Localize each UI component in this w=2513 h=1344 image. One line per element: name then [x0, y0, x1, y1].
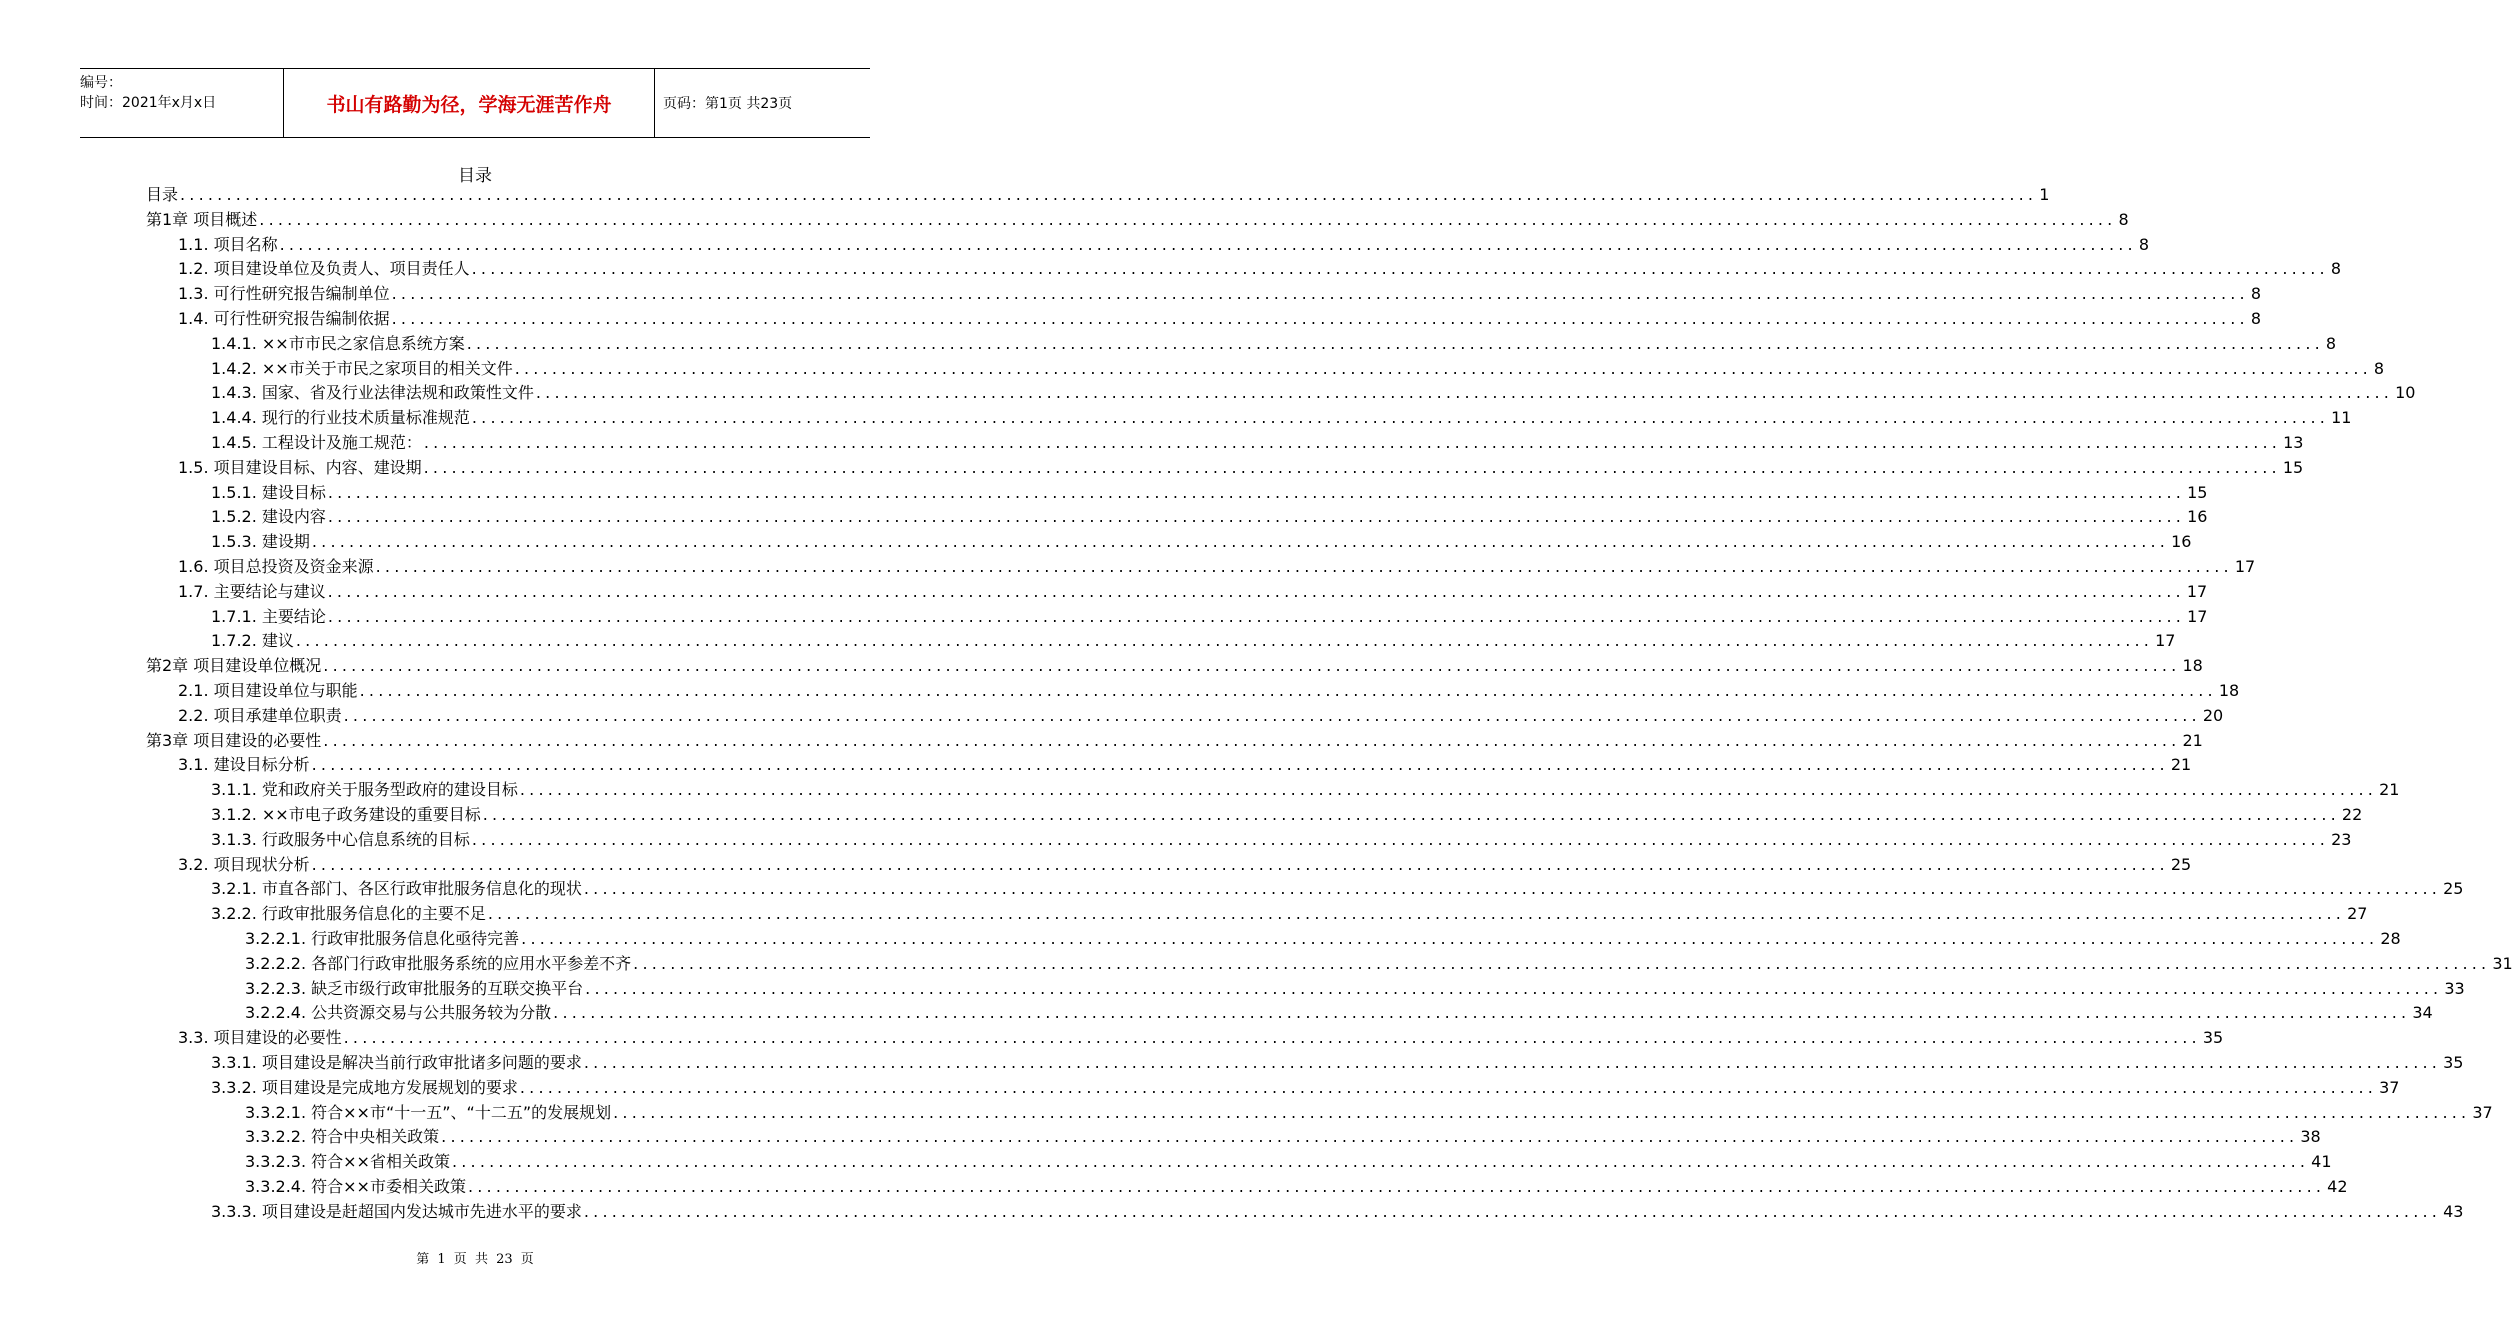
toc-dot-leader: ........................................................................................................................................................................................................ — [553, 1003, 2411, 1023]
toc-entry-page: 8 — [2138, 234, 2149, 254]
toc-entry[interactable] — [0, 1175, 2348, 1200]
toc-entry-label: 3.1. 建设目标分析 — [178, 755, 310, 775]
toc-entry[interactable] — [0, 1026, 2224, 1051]
toc-entry[interactable] — [0, 753, 2192, 778]
toc-entry-page: 8 — [2330, 259, 2341, 279]
page-footer — [0, 1248, 950, 1267]
footer-word: 页 — [453, 1252, 467, 1267]
toc-entry[interactable] — [0, 208, 2129, 233]
toc-entry-label: 2.1. 项目建设单位与职能 — [178, 681, 358, 700]
toc-entry-page: 37 — [2472, 1102, 2493, 1122]
toc-entry[interactable] — [0, 679, 2240, 704]
toc-entry[interactable] — [0, 456, 2304, 481]
toc-entry[interactable] — [0, 828, 2352, 853]
toc-entry-page: 1 — [2039, 185, 2050, 204]
toc-entry-page: 18 — [2218, 681, 2240, 700]
toc-entry-page: 25 — [2443, 879, 2464, 899]
toc-entry-label: 1.5. 项目建设目标、内容、建设期 — [178, 457, 422, 477]
toc-entry[interactable] — [0, 877, 2464, 902]
toc-entry-page: 15 — [2282, 457, 2304, 477]
toc-entry-label: 1.2. 项目建设单位及负责人、项目责任人 — [178, 259, 470, 279]
toc-entry-page: 16 — [2171, 532, 2192, 552]
toc-entry-page: 31 — [2492, 953, 2513, 973]
toc-dot-leader: ........................................................................................................................................................................................................ — [311, 755, 2169, 775]
toc-entry[interactable] — [0, 1051, 2464, 1076]
toc-entry-page: 15 — [2187, 482, 2208, 502]
toc-dot-leader: ........................................................................................................................................................................................................ — [327, 507, 2186, 527]
toc-entry[interactable] — [0, 778, 2400, 803]
toc-dot-leader: ........................................................................................................................................................................................................ — [375, 557, 2233, 576]
toc-entry[interactable] — [0, 481, 2208, 506]
toc-entry-page: 42 — [2327, 1177, 2348, 1196]
toc-dot-leader: ........................................................................................................................................................................................................ — [180, 185, 2038, 204]
toc-entry-page: 13 — [2283, 433, 2304, 452]
toc-dot-leader: ........................................................................................................................................................................................................ — [423, 457, 2281, 477]
toc-entry-label: 1.6. 项目总投资及资金来源 — [178, 557, 374, 576]
toc-dot-leader: ........................................................................................................................................................................................................ — [295, 631, 2154, 651]
toc-entry-label: 1.3. 可行性研究报告编制单位 — [178, 284, 390, 304]
toc-dot-leader: ........................................................................................................................................................................................................ — [521, 929, 2379, 948]
toc-entry-label: 3.3.2.4. 符合××市委相关政策 — [245, 1177, 466, 1196]
toc-entry-label: 3.1.3. 行政服务中心信息系统的目标 — [211, 829, 470, 849]
toc-entry-label: 3.2.2.2. 各部门行政审批服务系统的应用水平参差不齐 — [245, 953, 632, 973]
toc-entry[interactable] — [0, 183, 2050, 208]
toc-entry-page: 17 — [2186, 581, 2208, 601]
toc-entry-label: 1.5.2. 建设内容 — [211, 507, 326, 527]
toc-entry[interactable] — [0, 605, 2208, 630]
toc-entry[interactable] — [0, 803, 2363, 828]
toc-dot-leader: ........................................................................................................................................................................................................ — [451, 1152, 2310, 1172]
toc-dot-leader: ........................................................................................................................................................................................................ — [633, 953, 2491, 973]
toc-entry-page: 35 — [2443, 1053, 2464, 1072]
toc-entry-label: 3.2.2.4. 公共资源交易与公共服务较为分散 — [245, 1003, 552, 1023]
toc-entry-label: 3.3. 项目建设的必要性 — [178, 1028, 342, 1048]
toc-dot-leader: ........................................................................................................................................................................................................ — [613, 1102, 2471, 1122]
toc-entry[interactable] — [0, 902, 2368, 927]
toc-entry-page: 28 — [2380, 929, 2401, 948]
toc-entry[interactable] — [0, 1076, 2400, 1101]
footer-total-pages: 23 — [496, 1252, 513, 1267]
toc-dot-leader: ........................................................................................................................................................................................................ — [323, 656, 2181, 676]
toc-dot-leader: ........................................................................................................................................................................................................ — [471, 829, 2330, 849]
toc-entry-page: 33 — [2444, 978, 2465, 998]
toc-entry-page: 8 — [2250, 309, 2261, 328]
toc-entry-label: 1.7.2. 建议 — [211, 631, 294, 651]
toc-title: 目录 — [458, 166, 492, 186]
toc-entry[interactable] — [0, 431, 2304, 456]
toc-entry-page: 17 — [2234, 557, 2256, 576]
toc-dot-leader: ........................................................................................................................................................................................................ — [535, 383, 2394, 403]
toc-entry-label: 1.4.5. 工程设计及施工规范： — [211, 433, 422, 452]
toc-entry-page: 35 — [2202, 1028, 2224, 1048]
toc-entry[interactable] — [0, 977, 2465, 1002]
toc-entry[interactable] — [0, 406, 2352, 431]
toc-dot-leader: ........................................................................................................................................................................................................ — [467, 1177, 2326, 1196]
document-number-label: 编号： — [80, 75, 122, 91]
toc-entry-page: 18 — [2182, 656, 2203, 676]
toc-entry[interactable] — [0, 555, 2256, 580]
toc-dot-leader: ........................................................................................................................................................................................................ — [583, 1201, 2442, 1221]
toc-entry-page: 27 — [2347, 904, 2368, 924]
toc-entry-label: 第1章 项目概述 — [146, 209, 258, 229]
footer-word: 共 — [474, 1252, 488, 1267]
toc-entry[interactable] — [0, 580, 2208, 605]
toc-entry-label: 3.3.2.2. 符合中央相关政策 — [245, 1127, 440, 1147]
toc-entry[interactable] — [0, 952, 2513, 977]
toc-entry-label: 3.2.2. 行政审批服务信息化的主要不足 — [211, 904, 486, 924]
toc-dot-leader: ........................................................................................................................................................................................................ — [471, 408, 2330, 428]
toc-entry[interactable] — [0, 654, 2203, 679]
toc-entry-page: 11 — [2331, 408, 2352, 428]
toc-entry-page: 16 — [2187, 507, 2208, 527]
toc-entry-page: 8 — [2373, 358, 2385, 378]
toc-dot-leader: ........................................................................................................................................................................................................ — [391, 284, 2249, 304]
toc-dot-leader: ........................................................................................................................................................................................................ — [311, 854, 2169, 874]
toc-entry-page: 22 — [2341, 805, 2363, 824]
toc-entry-label: 3.2.1. 市直各部门、各区行政审批服务信息化的现状 — [211, 879, 582, 899]
toc-entry[interactable] — [0, 332, 2337, 357]
toc-entry-label: 3.2. 项目现状分析 — [178, 854, 310, 874]
toc-dot-leader: ........................................................................................................................................................................................................ — [327, 581, 2185, 601]
toc-dot-leader: ........................................................................................................................................................................................................ — [583, 1053, 2442, 1072]
toc-entry-page: 8 — [2250, 284, 2261, 304]
toc-entry-page: 34 — [2412, 1003, 2433, 1023]
toc-entry-page: 23 — [2331, 829, 2352, 849]
toc-dot-leader: ........................................................................................................................................................................................................ — [466, 333, 2324, 353]
toc-entry-label: 1.4.4. 现行的行业技术质量标准规范 — [211, 408, 470, 428]
toc-dot-leader: ........................................................................................................................................................................................................ — [482, 805, 2340, 824]
toc-entry-label: 第3章 项目建设的必要性 — [146, 730, 322, 750]
footer-word: 页 — [520, 1252, 534, 1267]
toc-entry[interactable] — [0, 1001, 2433, 1026]
toc-dot-leader: ........................................................................................................................................................................................................ — [519, 1077, 2378, 1097]
toc-entry-page: 25 — [2170, 854, 2192, 874]
toc-entry[interactable] — [0, 381, 2416, 406]
toc-entry-label: 1.4. 可行性研究报告编制依据 — [178, 309, 390, 328]
toc-dot-leader: ........................................................................................................................................................................................................ — [514, 358, 2372, 378]
toc-entry[interactable] — [0, 853, 2192, 878]
page-header — [80, 68, 870, 138]
toc-entry-label: 1.1. 项目名称 — [178, 234, 278, 254]
toc-entry-page: 8 — [2118, 209, 2129, 229]
toc-entry-label: 1.7. 主要结论与建议 — [178, 581, 326, 601]
toc-entry-page: 37 — [2379, 1077, 2400, 1097]
toc-entry-label: 3.3.1. 项目建设是解决当前行政审批诸多问题的要求 — [211, 1053, 582, 1072]
toc-entry-label: 1.5.1. 建设目标 — [211, 482, 326, 502]
toc-entry-page: 17 — [2187, 606, 2208, 626]
toc-entry-page: 21 — [2182, 730, 2203, 750]
toc-entry[interactable] — [0, 629, 2176, 654]
toc-entry-page: 10 — [2395, 383, 2416, 403]
toc-entry-page: 38 — [2300, 1127, 2321, 1147]
toc-entry[interactable] — [0, 729, 2203, 754]
toc-dot-leader: ........................................................................................................................................................................................................ — [259, 209, 2117, 229]
toc-dot-leader: ........................................................................................................................................................................................................ — [423, 433, 2282, 452]
toc-entry-label: 3.3.2. 项目建设是完成地方发展规划的要求 — [211, 1077, 518, 1097]
toc-entry-label: 第2章 项目建设单位概况 — [146, 656, 322, 676]
footer-word: 第 — [416, 1252, 430, 1267]
toc-entry-label: 目录 — [146, 185, 179, 204]
toc-entry[interactable] — [0, 1200, 2464, 1225]
toc-dot-leader: ........................................................................................................................................................................................................ — [343, 1028, 2201, 1048]
toc-dot-leader: ........................................................................................................................................................................................................ — [279, 234, 2137, 254]
toc-entry[interactable] — [0, 1101, 2493, 1126]
toc-entry-label: 1.7.1. 主要结论 — [211, 606, 326, 626]
toc-entry-label: 3.1.2. ××市电子政务建设的重要目标 — [211, 805, 481, 824]
toc-dot-leader: ........................................................................................................................................................................................................ — [519, 780, 2378, 800]
toc-entry-page: 8 — [2325, 333, 2337, 353]
toc-entry-page: 41 — [2311, 1152, 2332, 1172]
toc-dot-leader: ........................................................................................................................................................................................................ — [323, 730, 2181, 750]
toc-dot-leader: ........................................................................................................................................................................................................ — [391, 309, 2249, 328]
toc-entry[interactable] — [0, 927, 2401, 952]
header-meta — [80, 69, 283, 137]
toc-entry-page: 21 — [2170, 755, 2192, 775]
footer-current-page: 1 — [437, 1252, 446, 1267]
toc-dot-leader: ........................................................................................................................................................................................................ — [327, 606, 2186, 626]
toc-entry[interactable] — [0, 1125, 2321, 1150]
toc-dot-leader: ........................................................................................................................................................................................................ — [343, 705, 2201, 725]
toc-entry[interactable] — [0, 257, 2341, 282]
toc-dot-leader: ........................................................................................................................................................................................................ — [471, 259, 2329, 279]
toc-entry[interactable] — [0, 357, 2385, 382]
toc-entry[interactable] — [0, 1150, 2332, 1175]
toc-dot-leader: ........................................................................................................................................................................................................ — [585, 978, 2443, 998]
toc-dot-leader: ........................................................................................................................................................................................................ — [441, 1127, 2299, 1147]
toc-entry-label: 1.4.3. 国家、省及行业法律法规和政策性文件 — [211, 383, 534, 403]
toc-entry-label: 3.1.1. 党和政府关于服务型政府的建设目标 — [211, 780, 518, 800]
toc-dot-leader: ........................................................................................................................................................................................................ — [311, 532, 2170, 552]
toc-entry-page: 17 — [2155, 631, 2176, 651]
toc-entry[interactable] — [0, 505, 2208, 530]
toc-entry-page: 21 — [2379, 780, 2400, 800]
toc-entry-label: 3.3.2.3. 符合××省相关政策 — [245, 1152, 450, 1172]
toc-entry-label: 3.2.2.3. 缺乏市级行政审批服务的互联交换平台 — [245, 978, 584, 998]
toc-entry-label: 1.4.1. ××市市民之家信息系统方案 — [211, 333, 465, 353]
toc-entry[interactable] — [0, 282, 2261, 307]
toc-dot-leader: ........................................................................................................................................................................................................ — [359, 681, 2217, 700]
toc-entry-label: 3.2.2.1. 行政审批服务信息化亟待完善 — [245, 929, 520, 948]
toc-entry-label: 3.3.2.1. 符合××市“十一五”、“十二五”的发展规划 — [245, 1102, 612, 1122]
toc-dot-leader: ........................................................................................................................................................................................................ — [487, 904, 2346, 924]
header-motto: 书山有路勤为径，学海无涯苦作舟 — [283, 69, 655, 137]
toc-entry[interactable] — [0, 530, 2192, 555]
toc-entry[interactable] — [0, 233, 2149, 258]
document-time-label: 时间：2021年x月x日 — [80, 95, 217, 111]
toc-entry-label: 1.5.3. 建设期 — [211, 532, 310, 552]
toc-dot-leader: ........................................................................................................................................................................................................ — [327, 482, 2186, 502]
header-page-info: 页码：第1页 共23页 — [663, 96, 793, 112]
toc-entry[interactable] — [0, 307, 2261, 332]
toc-entry-page: 20 — [2202, 705, 2224, 725]
toc-dot-leader: ........................................................................................................................................................................................................ — [583, 879, 2442, 899]
toc-entry-page: 43 — [2443, 1201, 2464, 1221]
toc-entry-label: 2.2. 项目承建单位职责 — [178, 705, 342, 725]
toc-entry-label: 1.4.2. ××市关于市民之家项目的相关文件 — [211, 358, 513, 378]
toc-entry-label: 3.3.3. 项目建设是赶超国内发达城市先进水平的要求 — [211, 1201, 582, 1221]
toc-entry[interactable] — [0, 704, 2224, 729]
